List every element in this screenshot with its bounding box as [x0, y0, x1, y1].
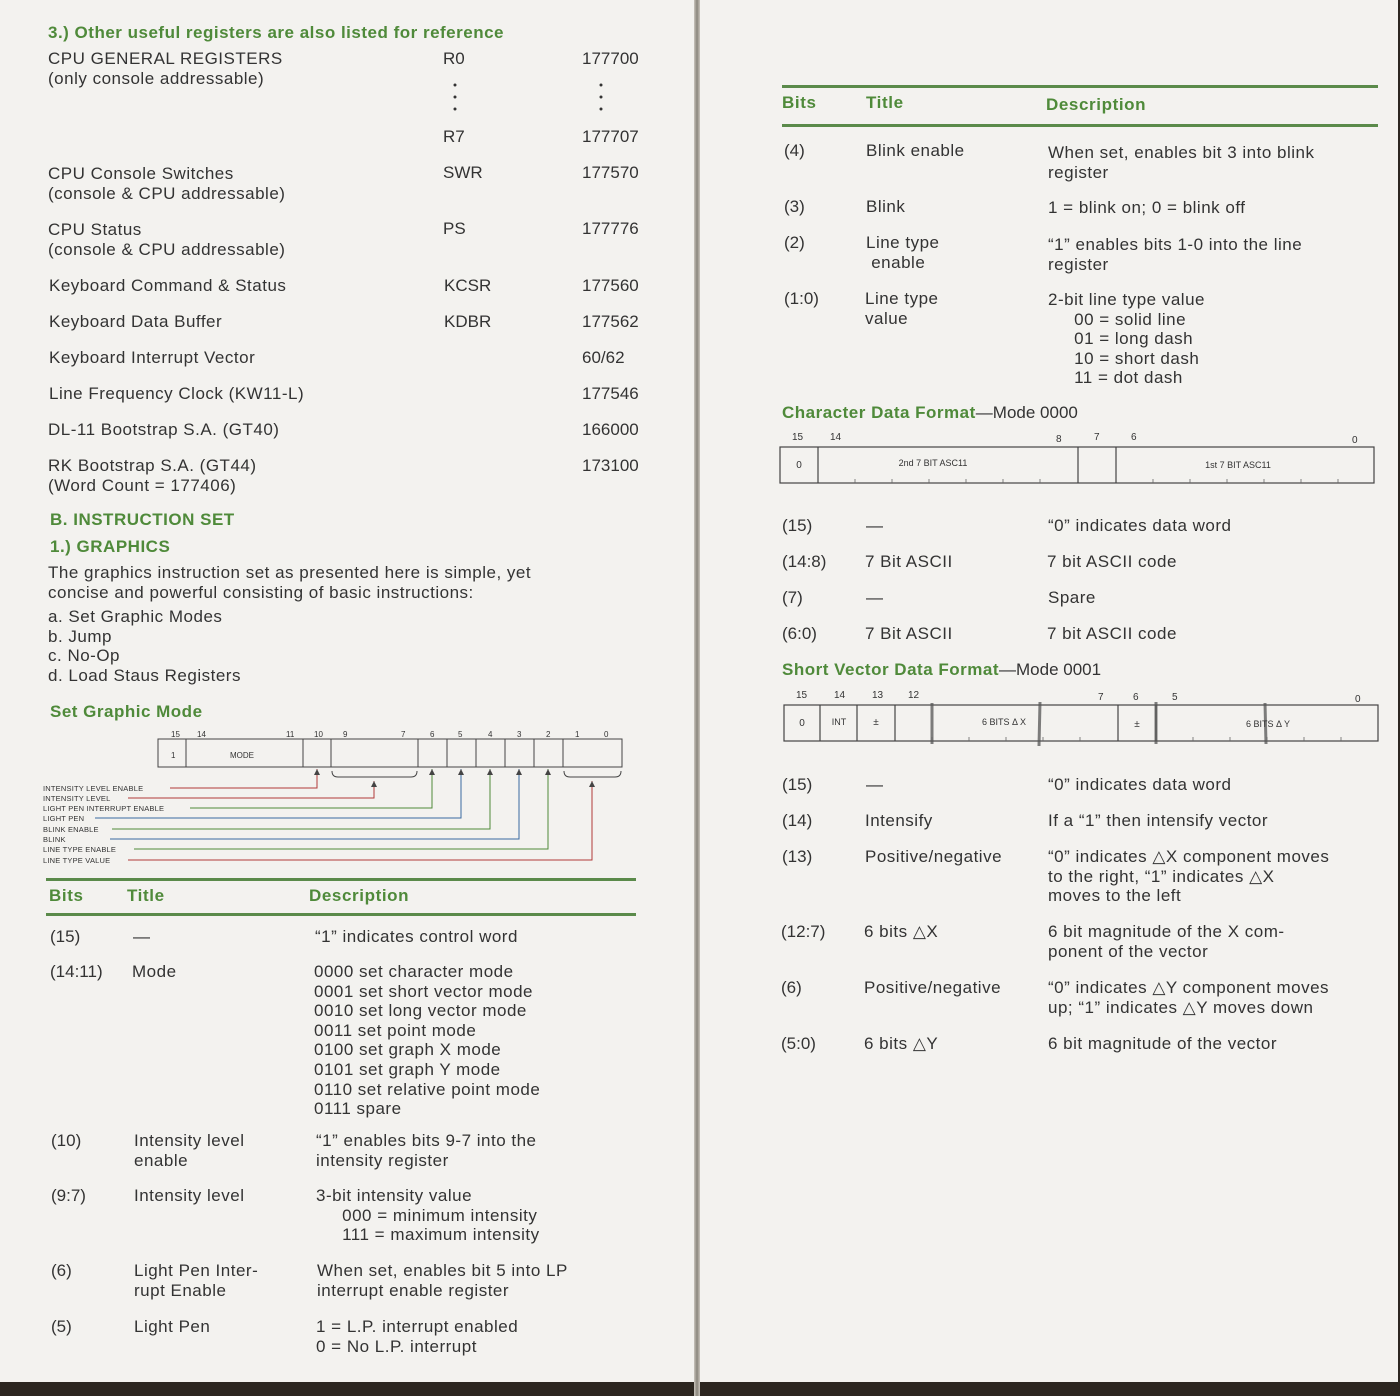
mode-bit-5: 5: [458, 730, 463, 739]
table-row-desc: When set, enables bit 5 into LP interrupt enable register: [317, 1261, 568, 1300]
callout-leader-line: [128, 781, 592, 860]
ellipsis-dots: [440, 80, 640, 130]
table-row-desc: “1” indicates control word: [315, 927, 518, 946]
reg-name-cpu-general: CPU GENERAL REGISTERS: [48, 49, 283, 68]
reg-name-keyboard-vector: Keyboard Interrupt Vector: [49, 348, 256, 367]
table-row-title: Positive/negative: [865, 847, 1003, 866]
table-row-desc: “0” indicates data word: [1048, 516, 1232, 535]
section-b1-heading: 1.) GRAPHICS: [50, 537, 171, 556]
reg-address-r0: 177700: [582, 49, 639, 68]
table-row-title: —: [133, 927, 151, 946]
graphics-intro: The graphics instruction set as presented here is simple, yet concise and powerful consisting of basic instructions:: [48, 563, 532, 602]
table-row-desc: 2-bit line type value 00 = solid line 01 = long dash 10 = short dash 11 = dot dash: [1048, 290, 1205, 388]
table-row-bits: (15): [782, 775, 813, 794]
table-row-bits: (14:8): [782, 552, 827, 571]
reg-mnemonic-r0: R0: [443, 49, 465, 68]
header-description: Description: [309, 886, 410, 905]
reg-address-swr: 177570: [582, 163, 639, 182]
callout-leader-line: [112, 769, 490, 829]
char-field-0: 0: [796, 460, 802, 471]
mode-field-1: 1: [171, 751, 176, 760]
table-row-bits: (12:7): [781, 922, 826, 941]
instruction-item-c: c. No-Op: [48, 646, 121, 665]
mode-bit-0: 0: [604, 730, 609, 739]
mode-bit-2: 2: [546, 730, 551, 739]
reg-name-cpu-status: CPU Status: [48, 220, 142, 239]
sv-bit-13: 13: [872, 690, 884, 701]
callout-light-pen: LIGHT PEN: [43, 814, 85, 823]
reg-address-kdbr: 177562: [582, 312, 639, 331]
table-row-bits: (14:11): [50, 962, 103, 981]
callout-leader-line: [170, 769, 317, 788]
table-row-bits: (1:0): [784, 289, 819, 308]
graphic-mode-register-diagram: [40, 725, 640, 870]
table-row-title: 6 bits △X: [864, 922, 939, 941]
section-b-heading: B. INSTRUCTION SET: [50, 510, 235, 529]
table-row-bits: (9:7): [51, 1186, 86, 1205]
char-format-diagram: [778, 428, 1378, 488]
table-row-desc: “1” enables bits 1-0 into the line register: [1048, 235, 1303, 274]
section-3-heading: 3.) Other useful registers are also listed for reference: [48, 23, 504, 42]
table-row-desc: “0” indicates △X component moves to the right, “1” indicates △X moves to the left: [1048, 847, 1330, 906]
table-row-bits: (5): [51, 1317, 72, 1336]
char-field-1st: 1st 7 BIT ASC11: [1205, 460, 1271, 470]
table-row-title: 7 Bit ASCII: [865, 624, 953, 643]
callout-arrowhead: [314, 769, 320, 775]
reg-note-rk-bootstrap: (Word Count = 177406): [48, 476, 237, 495]
reg-address-dl11-bootstrap: 166000: [582, 420, 639, 439]
short-vector-diagram: [782, 686, 1382, 746]
table-row-bits: (2): [784, 233, 805, 252]
table-row-title: Line type value: [865, 289, 939, 328]
table-row-bits: (6): [781, 978, 802, 997]
table-row-bits: (6:0): [782, 624, 817, 643]
table-row-desc: Spare: [1048, 588, 1096, 607]
char-field-2nd: 2nd 7 BIT ASC11: [898, 458, 968, 468]
mode-bit-11: 11: [286, 730, 295, 739]
reg-note-cpu-general: (only console addressable): [48, 69, 265, 88]
right-header-title: Title: [866, 93, 904, 112]
sv-bit-12: 12: [908, 690, 920, 701]
right-page: [700, 0, 1398, 1382]
table-row-title: Intensity level: [134, 1186, 245, 1205]
header-title: Title: [127, 886, 165, 905]
char-bit-0: 0: [1352, 435, 1358, 446]
reg-mnemonic-r7: R7: [443, 127, 465, 146]
instruction-item-d: d. Load Staus Registers: [48, 666, 241, 685]
reg-address-kcsr: 177560: [582, 276, 639, 295]
reg-address-r7: 177707: [582, 127, 639, 146]
reg-name-line-clock: Line Frequency Clock (KW11-L): [49, 384, 305, 403]
char-bit-14: 14: [830, 432, 842, 443]
reg-name-console-switches: CPU Console Switches: [48, 164, 234, 183]
reg-mnemonic-kdbr: KDBR: [444, 312, 492, 331]
table-row-bits: (6): [51, 1261, 72, 1280]
table-row-bits: (15): [782, 516, 813, 535]
table-row-desc: 6 bit magnitude of the X com- ponent of the vector: [1048, 922, 1285, 961]
table-row-title: Mode: [132, 962, 177, 981]
char-bit-15: 15: [792, 432, 804, 443]
callout-leader-line: [128, 781, 374, 798]
table-row-title: Light Pen Inter- rupt Enable: [134, 1261, 259, 1300]
callout-arrowhead: [458, 769, 464, 775]
reg-note-cpu-status: (console & CPU addressable): [48, 240, 286, 259]
sv-field-dx: 6 BITS Δ X: [981, 717, 1027, 727]
left-page: [0, 0, 694, 1382]
table-row-title: Positive/negative: [864, 978, 1002, 997]
callout-blink: BLINK: [43, 835, 66, 844]
callout-light-pen-interrupt-enable: LIGHT PEN INTERRUPT ENABLE: [43, 804, 165, 813]
reg-note-console-switches: (console & CPU addressable): [48, 184, 286, 203]
reg-name-rk-bootstrap: RK Bootstrap S.A. (GT44): [48, 456, 257, 475]
reg-mnemonic-kcsr: KCSR: [444, 276, 492, 295]
sv-bit-7: 7: [1098, 692, 1104, 703]
table-row-desc: 6 bit magnitude of the vector: [1048, 1034, 1278, 1053]
table-row-title: —: [866, 775, 884, 794]
mode-bit-4: 4: [488, 730, 493, 739]
reg-address-keyboard-vector: 60/62: [582, 348, 625, 367]
instruction-item-a: a. Set Graphic Modes: [48, 607, 223, 626]
mode-bit-1: 1: [575, 730, 580, 739]
table-row-bits: (3): [784, 197, 805, 216]
mode-bit-9: 9: [343, 730, 348, 739]
callout-line-type-value: LINE TYPE VALUE: [43, 856, 111, 865]
short-vector-heading: Short Vector Data Format—Mode 0001: [782, 660, 1102, 679]
table-row-desc: If a “1” then intensify vector: [1048, 811, 1269, 830]
table-row-desc: 0000 set character mode 0001 set short vector mode 0010 set long vector mode 0011 set point mode 0100 set graph X mode 0101 set graph Y mode 0110 set relative point mode 0111 spare: [314, 962, 541, 1119]
callout-leader-line: [134, 769, 548, 849]
reg-address-line-clock: 177546: [582, 384, 639, 403]
table-row-bits: (4): [784, 141, 805, 160]
mode-field-mode: MODE: [230, 751, 254, 760]
sv-bit-5: 5: [1172, 692, 1178, 703]
table-row-desc: 3-bit intensity value 000 = minimum intensity 111 = maximum intensity: [316, 1186, 540, 1245]
table-row-desc: When set, enables bit 3 into blink register: [1048, 143, 1315, 182]
table-row-desc: “0” indicates △Y component moves up; “1” indicates △Y moves down: [1048, 978, 1330, 1017]
table-row-title: —: [866, 516, 884, 535]
instruction-item-b: b. Jump: [48, 627, 112, 646]
reg-mnemonic-swr: SWR: [443, 163, 483, 182]
table-row-desc: 7 bit ASCII code: [1047, 624, 1177, 643]
mode-bit-14: 14: [197, 730, 206, 739]
right-table-top-rule: [782, 85, 1378, 88]
mode-register-box: [158, 739, 622, 767]
sv-bit-14: 14: [834, 690, 846, 701]
reg-address-rk-bootstrap: 173100: [582, 456, 639, 475]
table-row-bits: (10): [51, 1131, 82, 1150]
callout-arrowhead: [516, 769, 522, 775]
table-row-bits: (5:0): [781, 1034, 816, 1053]
mode-bit-10: 10: [314, 730, 323, 739]
intensity-level-brace: [332, 771, 417, 777]
sv-field-sign-y: ±: [1134, 719, 1140, 730]
char-bit-6: 6: [1131, 432, 1137, 443]
char-format-heading: Character Data Format—Mode 0000: [782, 403, 1078, 422]
reg-name-kdbr: Keyboard Data Buffer: [49, 312, 223, 331]
mode-bit-7: 7: [401, 730, 406, 739]
table-header-rule: [46, 913, 636, 916]
line-type-brace: [564, 771, 621, 777]
callout-arrowhead: [589, 781, 595, 787]
table-row-title: Intensify: [865, 811, 933, 830]
table-row-desc: 1 = L.P. interrupt enabled 0 = No L.P. interrupt: [316, 1317, 519, 1356]
table-row-bits: (14): [782, 811, 813, 830]
sv-bit-15: 15: [796, 690, 808, 701]
mode-bit-15: 15: [171, 730, 180, 739]
callout-arrowhead: [429, 769, 435, 775]
table-row-desc: “1” enables bits 9-7 into the intensity register: [316, 1131, 537, 1170]
callout-arrowhead: [371, 781, 377, 787]
callout-blink-enable: BLINK ENABLE: [43, 825, 99, 834]
reg-name-dl11-bootstrap: DL-11 Bootstrap S.A. (GT40): [48, 420, 280, 439]
set-graphic-mode-heading: Set Graphic Mode: [50, 702, 203, 721]
table-row-bits: (13): [782, 847, 813, 866]
table-row-title: Intensity level enable: [134, 1131, 245, 1170]
table-row-desc: 7 bit ASCII code: [1047, 552, 1177, 571]
callout-intensity-level-enable: INTENSITY LEVEL ENABLE: [43, 784, 144, 793]
callout-line-type-enable: LINE TYPE ENABLE: [43, 845, 117, 854]
char-register-box: [780, 447, 1374, 483]
char-bit-8: 8: [1056, 434, 1062, 445]
table-row-title: —: [866, 588, 884, 607]
sv-field-sign-x: ±: [873, 717, 879, 728]
sv-field-0: 0: [799, 718, 805, 729]
mode-bit-6: 6: [430, 730, 435, 739]
reg-name-kcsr: Keyboard Command & Status: [49, 276, 287, 295]
table-row-title: 6 bits △Y: [864, 1034, 939, 1053]
table-row-title: Light Pen: [134, 1317, 211, 1336]
table-row-desc: 1 = blink on; 0 = blink off: [1048, 198, 1246, 217]
reg-address-ps: 177776: [582, 219, 639, 238]
header-bits: Bits: [49, 886, 84, 905]
right-header-bits: Bits: [782, 93, 817, 112]
callout-intensity-level: INTENSITY LEVEL: [43, 794, 111, 803]
table-row-title: Blink enable: [866, 141, 965, 160]
table-row-title: Blink: [866, 197, 906, 216]
table-row-bits: (15): [50, 927, 81, 946]
table-row-desc: “0” indicates data word: [1048, 775, 1232, 794]
sv-field-dy: 6 BITS Δ Y: [1245, 719, 1291, 729]
sv-field-int: INT: [831, 717, 847, 727]
callout-arrowhead: [487, 769, 493, 775]
right-header-description: Description: [1046, 95, 1147, 114]
table-top-rule: [46, 878, 636, 881]
sv-bit-6: 6: [1133, 692, 1139, 703]
table-row-bits: (7): [782, 588, 803, 607]
callout-arrowhead: [545, 769, 551, 775]
table-row-title: Line type enable: [866, 233, 940, 272]
mode-bit-3: 3: [517, 730, 522, 739]
sv-bit-0: 0: [1355, 694, 1361, 705]
right-table-header-rule: [782, 124, 1378, 127]
reg-mnemonic-ps: PS: [443, 219, 466, 238]
char-bit-7: 7: [1094, 432, 1100, 443]
table-row-title: 7 Bit ASCII: [865, 552, 953, 571]
